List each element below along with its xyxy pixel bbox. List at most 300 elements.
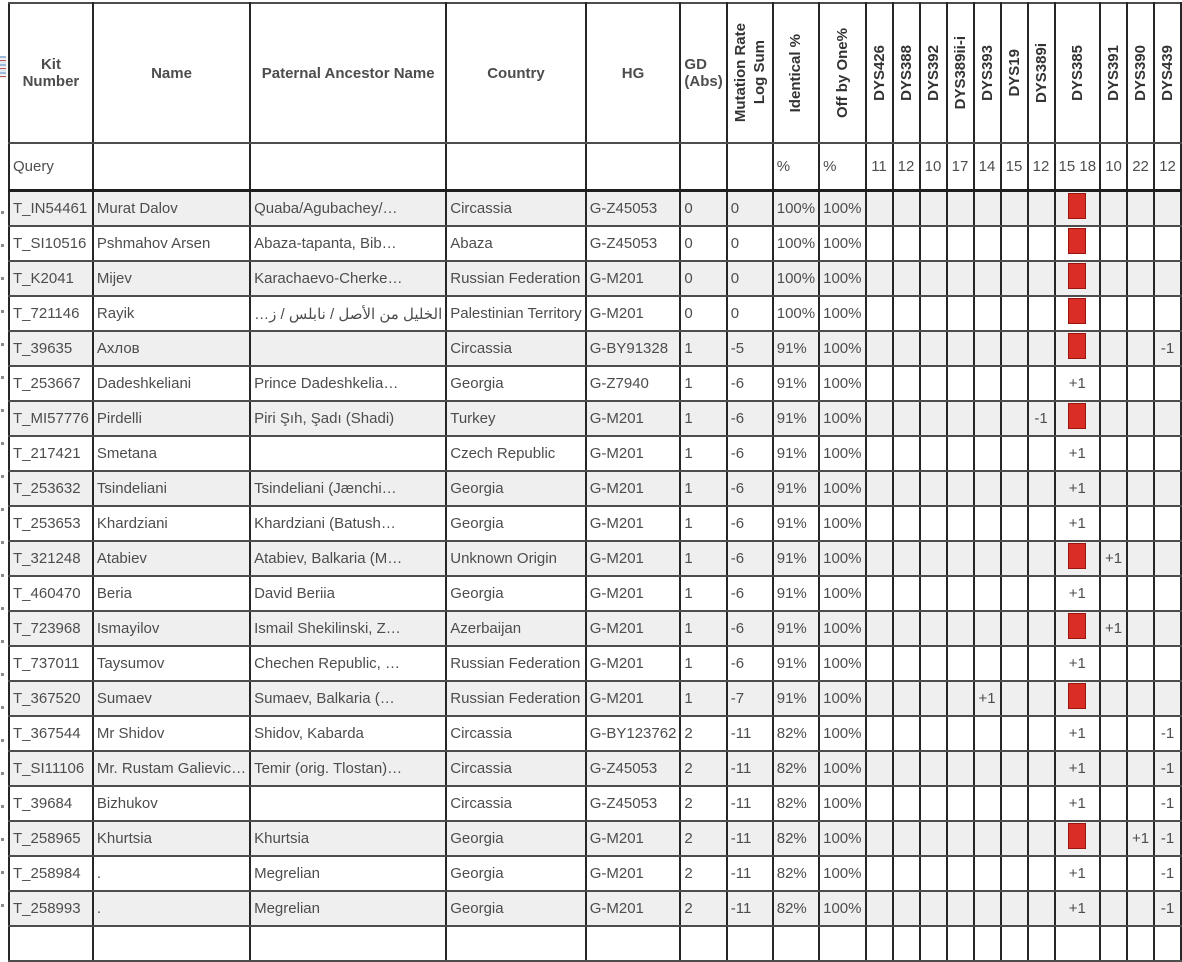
cell-hg: G-M201 <box>586 891 681 926</box>
cell-dys-dys388 <box>893 786 920 821</box>
cell-dys-dys426 <box>866 436 893 471</box>
cell-dys-dys385 <box>1055 681 1101 716</box>
cell-name: Mr. Rustam Galievic… <box>93 751 250 786</box>
cell-dys-dys385: +1 <box>1055 786 1101 821</box>
cell-dys-dys19 <box>1001 611 1028 646</box>
cell-dys-dys390 <box>1127 611 1154 646</box>
cell-dys-dys393 <box>974 366 1001 401</box>
cell-hg: G-M201 <box>586 471 681 506</box>
row-edge-dot <box>1 904 4 907</box>
cell-dys-dys391 <box>1100 226 1127 261</box>
cell-empty <box>1127 926 1154 961</box>
column-header-kit-number: Kit Number <box>9 3 93 143</box>
cell-dys-dys389ii-i <box>947 506 974 541</box>
cell-dys-dys388 <box>893 681 920 716</box>
column-header-dys391: DYS391 <box>1100 3 1127 143</box>
cell-hg: G-BY123762 <box>586 716 681 751</box>
cell-dys-dys389ii-i <box>947 191 974 227</box>
cell-dys-dys426 <box>866 856 893 891</box>
cell-paternal-ancestor: Megrelian <box>250 856 446 891</box>
cell-empty <box>1154 926 1181 961</box>
cell-dys-dys389i <box>1028 541 1055 576</box>
cell-dys-dys389ii-i <box>947 716 974 751</box>
cell-dys-dys385: +1 <box>1055 366 1101 401</box>
cell-dys-dys426 <box>866 331 893 366</box>
cell-country: Circassia <box>446 191 585 227</box>
cell-paternal-ancestor: Abaza-tapanta, Bib… <box>250 226 446 261</box>
cell-dys-dys390: +1 <box>1127 821 1154 856</box>
cell-dys-dys391 <box>1100 191 1127 227</box>
table-row <box>9 611 1181 646</box>
cell-dys-dys393 <box>974 856 1001 891</box>
cell-name: Beria <box>93 576 250 611</box>
cell-dys-dys391 <box>1100 786 1127 821</box>
cell-log-sum: -6 <box>727 366 773 401</box>
cell-dys-dys19 <box>1001 401 1028 436</box>
cell-country <box>446 143 585 191</box>
cell-dys-dys389i <box>1028 261 1055 296</box>
cell-empty <box>727 926 773 961</box>
table-row <box>9 856 1181 891</box>
cell-dys-dys389ii-i <box>947 786 974 821</box>
column-header-dys390: DYS390 <box>1127 3 1154 143</box>
cell-dys-dys389i <box>1028 576 1055 611</box>
cell-dys-dys385 <box>1055 296 1101 331</box>
table-row <box>9 296 1181 331</box>
cell-log-sum: -11 <box>727 751 773 786</box>
cell-log-sum: -6 <box>727 401 773 436</box>
cell-hg: G-M201 <box>586 296 681 331</box>
cell-log-sum: -11 <box>727 821 773 856</box>
cell-dys-dys389i <box>1028 891 1055 926</box>
cell-off-by-one-pct: 100% <box>819 401 865 436</box>
cell-log-sum: -6 <box>727 646 773 681</box>
cell-log-sum: -11 <box>727 786 773 821</box>
cell-paternal-ancestor: Sumaev, Balkaria (… <box>250 681 446 716</box>
cell-gd: 1 <box>680 681 726 716</box>
cell-dys-dys389i <box>1028 506 1055 541</box>
cell-dys-dys388 <box>893 856 920 891</box>
column-header-off-by-one-pct: Off by One% <box>819 3 865 143</box>
cell-name: Mr Shidov <box>93 716 250 751</box>
row-edge-dot <box>1 541 4 544</box>
cell-name: Khurtsia <box>93 821 250 856</box>
red-match-block <box>1068 403 1086 429</box>
cell-name: Smetana <box>93 436 250 471</box>
cell-off-by-one-pct: 100% <box>819 856 865 891</box>
cell-empty <box>586 926 681 961</box>
cell-dys-dys439: -1 <box>1154 891 1181 926</box>
cell-dys-dys439 <box>1154 541 1181 576</box>
cell-log-sum: 0 <box>727 261 773 296</box>
cell-off-by-one-pct: 100% <box>819 786 865 821</box>
row-edge-dot <box>1 244 4 247</box>
cell-dys-dys392 <box>920 611 947 646</box>
cell-dys-dys388 <box>893 646 920 681</box>
cell-kit-number: T_253667 <box>9 366 93 401</box>
cell-dys-dys389ii-i <box>947 296 974 331</box>
cell-gd: 1 <box>680 366 726 401</box>
cell-kit-number: T_723968 <box>9 611 93 646</box>
cell-identical-pct: 100% <box>773 226 819 261</box>
cell-gd: 1 <box>680 541 726 576</box>
cell-kit-number: T_SI10516 <box>9 226 93 261</box>
cell-identical-pct: 82% <box>773 821 819 856</box>
table-row <box>9 646 1181 681</box>
cell-off-by-one-pct: 100% <box>819 296 865 331</box>
cell-identical-pct: 100% <box>773 261 819 296</box>
cell-dys-dys388 <box>893 751 920 786</box>
red-match-block <box>1068 333 1086 359</box>
cell-dys-dys426 <box>866 506 893 541</box>
cell-dys-dys426 <box>866 576 893 611</box>
cell-dys-dys385 <box>1055 191 1101 227</box>
cell-dys-dys426 <box>866 226 893 261</box>
cell-off-by-one-pct: 100% <box>819 891 865 926</box>
column-header-dys389ii-i: DYS389ii-i <box>947 3 974 143</box>
column-header-identical-pct: Identical % <box>773 3 819 143</box>
cell-log-sum: 0 <box>727 226 773 261</box>
cell-log-sum: -6 <box>727 471 773 506</box>
cell-paternal-ancestor <box>250 436 446 471</box>
row-edge-dot <box>1 376 4 379</box>
cell-dys-dys392 <box>920 296 947 331</box>
cell-empty <box>920 926 947 961</box>
cell-dys-dys391 <box>1100 436 1127 471</box>
cell-dys-dys385 <box>1055 261 1101 296</box>
cell-dys-dys392 <box>920 786 947 821</box>
row-edge-dot <box>1 607 4 610</box>
cell-dys-dys385 <box>1055 226 1101 261</box>
cell-dys-dys426 <box>866 471 893 506</box>
cell-dys-dys389i <box>1028 436 1055 471</box>
cell-dys-dys388 <box>893 296 920 331</box>
cell-name: Bizhukov <box>93 786 250 821</box>
column-header-paternal-ancestor-name: Paternal Ancestor Name <box>250 3 446 143</box>
cell-empty <box>1100 926 1127 961</box>
cell-dys-dys19 <box>1001 261 1028 296</box>
cell-dys-dys426 <box>866 681 893 716</box>
cell-dys-dys426 <box>866 821 893 856</box>
cell-hg: G-M201 <box>586 856 681 891</box>
cell-paternal-ancestor: Karachaevo-Cherke… <box>250 261 446 296</box>
row-edge-dot <box>1 772 4 775</box>
cell-kit-number: T_258965 <box>9 821 93 856</box>
cell-gd: 1 <box>680 436 726 471</box>
cell-hg <box>586 143 681 191</box>
cell-name: Dadeshkeliani <box>93 366 250 401</box>
cell-off-by-one-pct: 100% <box>819 506 865 541</box>
column-header-dys392: DYS392 <box>920 3 947 143</box>
cell-off-by-one-pct: 100% <box>819 611 865 646</box>
cell-dys-dys388 <box>893 366 920 401</box>
cell-dys-dys390 <box>1127 261 1154 296</box>
cell-dys-dys19 <box>1001 891 1028 926</box>
cell-log-sum: -5 <box>727 331 773 366</box>
cell-dys-dys389ii-i <box>947 611 974 646</box>
cell-dys-dys390 <box>1127 226 1154 261</box>
cell-dys-dys392 <box>920 331 947 366</box>
cell-identical-pct: 82% <box>773 786 819 821</box>
cell-dys-dys391: +1 <box>1100 611 1127 646</box>
cell-dys-dys389ii-i <box>947 261 974 296</box>
row-edge-dot <box>1 871 4 874</box>
table-row <box>9 541 1181 576</box>
cell-dys-dys390 <box>1127 646 1154 681</box>
table-row <box>9 191 1181 227</box>
cell-gd: 2 <box>680 821 726 856</box>
cell-empty <box>893 926 920 961</box>
cell-paternal-ancestor: David Beriia <box>250 576 446 611</box>
row-edge-dot <box>1 805 4 808</box>
cell-hg: G-M201 <box>586 541 681 576</box>
cell-empty <box>1028 926 1055 961</box>
cell-gd <box>680 143 726 191</box>
cell-dys-dys389i <box>1028 366 1055 401</box>
str-match-table <box>8 2 1182 962</box>
cell-dys-dys392 <box>920 506 947 541</box>
table-row <box>9 681 1181 716</box>
cell-empty <box>93 926 250 961</box>
cell-hg: G-M201 <box>586 576 681 611</box>
cell-name: Pshmahov Arsen <box>93 226 250 261</box>
column-header-dys389i: DYS389i <box>1028 3 1055 143</box>
cell-dys-dys391 <box>1100 891 1127 926</box>
cell-dys-dys389ii-i <box>947 891 974 926</box>
cell-off-by-one-pct: 100% <box>819 681 865 716</box>
cell-hg: G-Z7940 <box>586 366 681 401</box>
cell-dys-dys19 <box>1001 856 1028 891</box>
cell-hg: G-M201 <box>586 611 681 646</box>
cell-dys-dys389ii-i <box>947 856 974 891</box>
cell-dys-dys439 <box>1154 436 1181 471</box>
cell-off-by-one-pct: 100% <box>819 716 865 751</box>
cell-dys-dys385: +1 <box>1055 856 1101 891</box>
cell-name: Atabiev <box>93 541 250 576</box>
cell-dys-dys393 <box>974 751 1001 786</box>
cell-dys-dys439 <box>1154 296 1181 331</box>
cell-identical-pct: 91% <box>773 681 819 716</box>
cell-name: Mijev <box>93 261 250 296</box>
cell-dys-dys439 <box>1154 506 1181 541</box>
cell-off-by-one-pct: 100% <box>819 646 865 681</box>
cell-name: Tsindeliani <box>93 471 250 506</box>
cell-dys-dys385: +1 <box>1055 436 1101 471</box>
cell-dys-dys439 <box>1154 226 1181 261</box>
cell-dys-dys426 <box>866 191 893 227</box>
cell-country: Circassia <box>446 786 585 821</box>
cell-dys-dys389ii-i <box>947 821 974 856</box>
cell-dys-dys390 <box>1127 296 1154 331</box>
cell-dys-dys392 <box>920 716 947 751</box>
cell-dys-dys426 <box>866 786 893 821</box>
cell-identical-pct: 91% <box>773 401 819 436</box>
cell-dys-dys392 <box>920 751 947 786</box>
table-row <box>9 331 1181 366</box>
cell-dys-dys439 <box>1154 261 1181 296</box>
cell-gd: 2 <box>680 716 726 751</box>
row-edge-dot <box>1 343 4 346</box>
cell-dys-dys393 <box>974 541 1001 576</box>
cell-hg: G-Z45053 <box>586 191 681 227</box>
cell-dys-dys392 <box>920 401 947 436</box>
cell-dys-dys393 <box>974 191 1001 227</box>
row-edge-dot <box>1 442 4 445</box>
cell-kit-number: T_258984 <box>9 856 93 891</box>
cell-kit-number: T_217421 <box>9 436 93 471</box>
cell-paternal-ancestor: Khurtsia <box>250 821 446 856</box>
cell-name: . <box>93 856 250 891</box>
cell-dys-dys19 <box>1001 576 1028 611</box>
cell-name: Sumaev <box>93 681 250 716</box>
cell-dys-dys388 <box>893 436 920 471</box>
cell-off-by-one-pct: 100% <box>819 821 865 856</box>
cell-dys-dys392 <box>920 436 947 471</box>
cell-country: Palestinian Territory <box>446 296 585 331</box>
cell-dys-dys392 <box>920 261 947 296</box>
cell-dys-dys389ii-i <box>947 576 974 611</box>
cell-off-by-one-pct: 100% <box>819 331 865 366</box>
cell-dys-dys19 <box>1001 821 1028 856</box>
red-match-block <box>1068 228 1086 254</box>
row-edge-dot <box>1 640 4 643</box>
cell-dys-dys439 <box>1154 401 1181 436</box>
cell-identical-pct: 91% <box>773 576 819 611</box>
cell-dys-dys389i <box>1028 226 1055 261</box>
cell-dys-dys390 <box>1127 786 1154 821</box>
column-header-dys439: DYS439 <box>1154 3 1181 143</box>
cell-dys-dys385: +1 <box>1055 891 1101 926</box>
cell-gd: 2 <box>680 786 726 821</box>
cell-dys-dys388 <box>893 261 920 296</box>
row-edge-dot <box>1 508 4 511</box>
cell-kit-number: T_IN54461 <box>9 191 93 227</box>
row-edge-dot <box>1 310 4 313</box>
cell-country: Georgia <box>446 366 585 401</box>
cell-empty <box>446 926 585 961</box>
column-header-dys426: DYS426 <box>866 3 893 143</box>
cell-name: . <box>93 891 250 926</box>
table-row <box>9 261 1181 296</box>
cell-gd: 0 <box>680 191 726 227</box>
cell-dys-dys389i <box>1028 821 1055 856</box>
cell-dys-dys393 <box>974 226 1001 261</box>
cell-paternal-ancestor: Quaba/Agubachey/… <box>250 191 446 227</box>
cell-dys-dys390 <box>1127 681 1154 716</box>
cell-gd: 0 <box>680 296 726 331</box>
cell-dys-dys392 <box>920 366 947 401</box>
cell-dys-dys393 <box>974 611 1001 646</box>
cell-log-sum: -11 <box>727 856 773 891</box>
cell-country: Czech Republic <box>446 436 585 471</box>
cell-dys-dys385: 15 18 <box>1055 143 1101 191</box>
cell-off-by-one-pct: 100% <box>819 576 865 611</box>
cell-name: Rayik <box>93 296 250 331</box>
cell-dys-dys390 <box>1127 191 1154 227</box>
cell-kit-number: T_721146 <box>9 296 93 331</box>
cell-country: Georgia <box>446 891 585 926</box>
cell-dys-dys389i: -1 <box>1028 401 1055 436</box>
cell-empty <box>680 926 726 961</box>
cell-dys-dys19 <box>1001 751 1028 786</box>
red-match-block <box>1068 193 1086 219</box>
cell-empty <box>1055 926 1101 961</box>
cell-dys-dys385: +1 <box>1055 646 1101 681</box>
cell-dys-dys426 <box>866 261 893 296</box>
cell-log-sum: -6 <box>727 436 773 471</box>
cell-dys-dys439: -1 <box>1154 751 1181 786</box>
cell-dys-dys19 <box>1001 226 1028 261</box>
table-row <box>9 471 1181 506</box>
cell-dys-dys385: +1 <box>1055 506 1101 541</box>
cell-dys-dys388 <box>893 576 920 611</box>
cell-hg: G-M201 <box>586 436 681 471</box>
cell-dys-dys389ii-i <box>947 436 974 471</box>
column-header-gd-abs: GD (Abs) <box>680 3 726 143</box>
cell-log-sum: -6 <box>727 506 773 541</box>
cell-kit-number: Query <box>9 143 93 191</box>
cell-dys-dys392 <box>920 856 947 891</box>
cell-dys-dys389i <box>1028 751 1055 786</box>
cell-name: Murat Dalov <box>93 191 250 227</box>
cell-dys-dys393 <box>974 576 1001 611</box>
cell-dys-dys393 <box>974 716 1001 751</box>
cell-dys-dys391 <box>1100 471 1127 506</box>
cell-dys-dys393 <box>974 646 1001 681</box>
cell-log-sum: -7 <box>727 681 773 716</box>
cell-paternal-ancestor: Prince Dadeshkelia… <box>250 366 446 401</box>
cell-paternal-ancestor <box>250 331 446 366</box>
cell-dys-dys439: -1 <box>1154 821 1181 856</box>
cell-dys-dys390 <box>1127 856 1154 891</box>
cell-gd: 2 <box>680 856 726 891</box>
cell-dys-dys389i <box>1028 331 1055 366</box>
row-edge-dot <box>1 673 4 676</box>
cell-kit-number: T_253632 <box>9 471 93 506</box>
table-row <box>9 506 1181 541</box>
cell-log-sum: -6 <box>727 576 773 611</box>
cell-empty <box>9 926 93 961</box>
cell-name: Ismayilov <box>93 611 250 646</box>
cell-kit-number: T_737011 <box>9 646 93 681</box>
cell-dys-dys393 <box>974 401 1001 436</box>
cell-dys-dys439: -1 <box>1154 716 1181 751</box>
clipped-favicon-icon <box>0 56 6 78</box>
row-edge-dot <box>1 706 4 709</box>
table-row <box>9 716 1181 751</box>
cell-dys-dys385 <box>1055 331 1101 366</box>
cell-dys-dys390 <box>1127 471 1154 506</box>
cell-dys-dys389ii-i <box>947 646 974 681</box>
cell-country: Circassia <box>446 751 585 786</box>
cell-dys-dys388 <box>893 611 920 646</box>
cell-dys-dys426 <box>866 891 893 926</box>
cell-hg: G-M201 <box>586 506 681 541</box>
cell-dys-dys389ii-i <box>947 471 974 506</box>
cell-dys-dys390 <box>1127 716 1154 751</box>
cell-dys-dys389i <box>1028 191 1055 227</box>
cell-dys-dys393 <box>974 471 1001 506</box>
row-edge-dot <box>1 277 4 280</box>
cell-country: Turkey <box>446 401 585 436</box>
cell-country: Circassia <box>446 331 585 366</box>
cell-empty <box>819 926 865 961</box>
cell-off-by-one-pct: 100% <box>819 751 865 786</box>
cell-dys-dys391: 10 <box>1100 143 1127 191</box>
red-match-block <box>1068 263 1086 289</box>
cell-dys-dys439 <box>1154 366 1181 401</box>
cell-dys-dys389i <box>1028 296 1055 331</box>
